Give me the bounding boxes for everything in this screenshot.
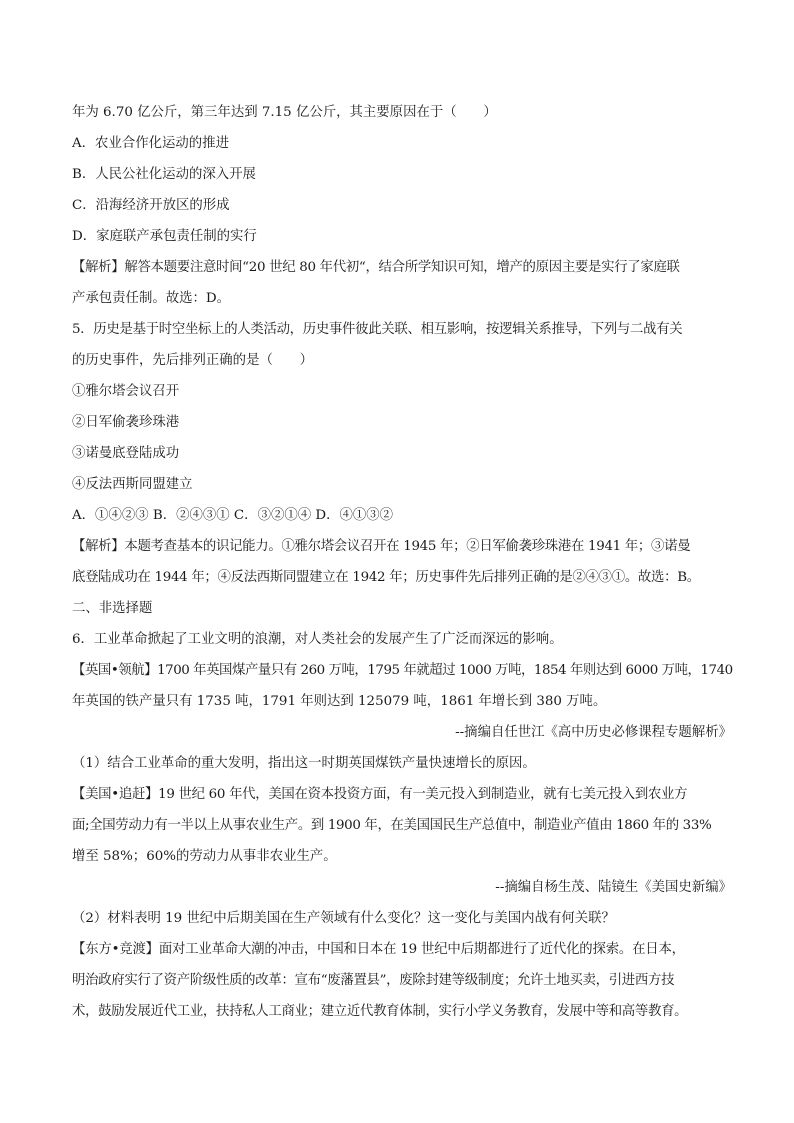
document-page <box>72 97 732 1027</box>
source-britain: --摘编自任世江《高中历史必修课程专题解析》 <box>455 725 732 740</box>
analysis-4-line-1: 【解析】解答本题要注意时间“20 世纪 80 年代初“，结合所学知识可知，增产的原因主要是实行了家庭联 <box>72 260 680 275</box>
material-east-line-1: 【东方•竞渡】面对工业革命大潮的冲击，中国和日本在 19 世纪中后期都进行了近代化的探索。在日本， <box>72 942 685 957</box>
section-heading: 二、非选择题 <box>72 601 153 616</box>
material-east-line-2: 明治政府实行了资产阶级性质的改革：宣布“废藩置县”，废除封建等级制度；允许土地买卖，引进西方技 <box>72 973 675 988</box>
material-britain-line-2: 年英国的铁产量只有 1735 吨，1791 年则达到 125079 吨，1861 年增长到 380 万吨。 <box>72 694 607 709</box>
question-5-stem-line-1: 5．历史是基于时空坐标上的人类活动，历史事件彼此关联、相互影响，按逻辑关系推导，下列与二战有关 <box>72 322 683 337</box>
option-c: C．沿海经济开放区的形成 <box>72 198 230 213</box>
event-4: ④反法西斯同盟建立 <box>72 477 193 492</box>
question-5-stem-line-2: 的历史事件，先后排列正确的是（ ） <box>72 353 314 368</box>
analysis-5-line-2: 底登陆成功在 1944 年；④反法西斯同盟建立在 1942 年；历史事件先后排列正确的是②④③①。故选：B。 <box>72 570 700 585</box>
event-3: ③诺曼底登陆成功 <box>72 446 180 461</box>
question-5-options: A．①④②③ B．②④③① C．③②①④ D．④①③② <box>72 508 394 523</box>
source-usa: --摘编自杨生茂、陆镜生《美国史新编》 <box>495 880 732 895</box>
option-a: A．农业合作化运动的推进 <box>72 136 229 151</box>
question-6-stem: 6．工业革命掀起了工业文明的浪潮，对人类社会的发展产生了广泛而深远的影响。 <box>72 632 563 647</box>
event-2: ②日军偷袭珍珠港 <box>72 415 180 430</box>
question-6-2: （2）材料表明 19 世纪中后期美国在生产领域有什么变化？这一变化与美国内战有何关联？ <box>72 911 615 926</box>
event-1: ①雅尔塔会议召开 <box>72 384 180 399</box>
analysis-4-line-2: 产承包责任制。故选：D。 <box>72 291 231 306</box>
material-usa-line-2: 面;全国劳动力有一半以上从事农业生产。到 1900 年，在美国国民生产总值中，制造业产值由 1860 年的 33% <box>72 818 712 833</box>
question-6-1: （1）结合工业革命的重大发明，指出这一时期英国煤铁产量快速增长的原因。 <box>72 756 536 771</box>
material-east-line-3: 术，鼓励发展近代工业，扶持私人工商业；建立近代教育体制，实行小学义务教育，发展中等和高等教育。 <box>72 1004 688 1019</box>
question-4-stem-continued: 年为 6.70 亿公斤，第三年达到 7.15 亿公斤，其主要原因在于（ ） <box>72 105 497 120</box>
analysis-5-line-1: 【解析】本题考查基本的识记能力。①雅尔塔会议召开在 1945 年；②日军偷袭珍珠港在 1941 年；③诺曼 <box>72 539 691 554</box>
material-usa-line-1: 【美国•追赶】19 世纪 60 年代，美国在资本投资方面，有一美元投入到制造业，就有七美元投入到农业方 <box>72 787 688 802</box>
material-usa-line-3: 增至 58%；60%的劳动力从事非农业生产。 <box>72 849 337 864</box>
option-b: B．人民公社化运动的深入开展 <box>72 167 256 182</box>
option-d: D．家庭联产承包责任制的实行 <box>72 229 257 244</box>
material-britain-line-1: 【英国•领航】1700 年英国煤产量只有 260 万吨，1795 年就超过 1000 万吨，1854 年则达到 6000 万吨，1740 <box>72 663 733 678</box>
